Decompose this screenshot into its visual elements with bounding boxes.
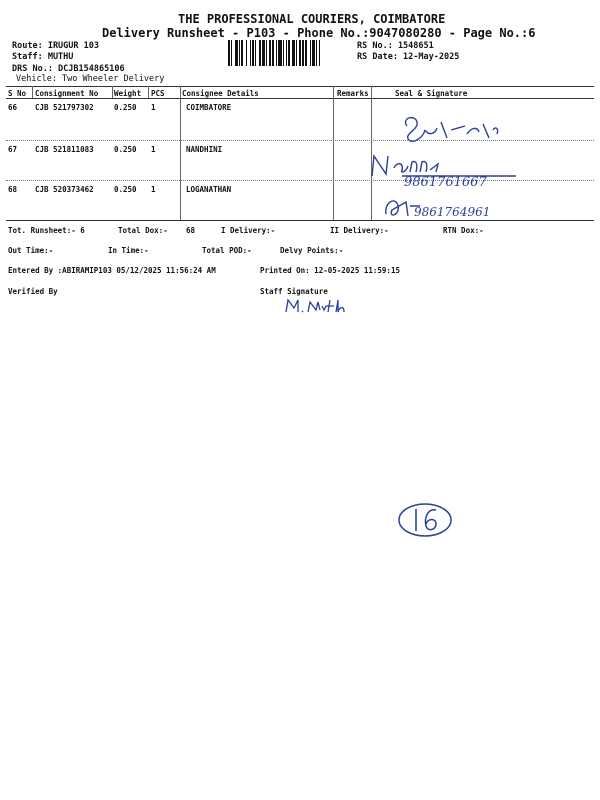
row-weight: 0.250: [114, 185, 137, 194]
table-top-rule: [6, 86, 594, 87]
barcode-bar: [320, 40, 322, 66]
company-title: THE PROFESSIONAL COURIERS, COIMBATORE: [178, 12, 446, 26]
staff-signature-label: Staff Signature: [260, 287, 328, 296]
col-header-sno: S No: [8, 89, 27, 98]
tot-runsheet: Tot. Runsheet:- 6: [8, 226, 85, 235]
total-dox: Total Dox:-: [118, 226, 168, 235]
row-divider: [6, 140, 594, 141]
row-consignee: NANDHINI: [186, 145, 223, 154]
row-consignment: CJB 521797302: [35, 103, 94, 112]
entered-by: Entered By :ABIRAMIP103 05/12/2025 11:56:24 AM: [8, 266, 216, 275]
col-sep: [32, 86, 33, 98]
delvy-points: Delvy Points:-: [280, 246, 344, 255]
out-time: Out Time:-: [8, 246, 54, 255]
col-sep: [333, 86, 334, 220]
in-time: In Time:-: [108, 246, 149, 255]
col-header-seal: Seal & Signature: [395, 89, 468, 98]
col-sep: [180, 86, 181, 220]
row-consignment: CJB 521811083: [35, 145, 94, 154]
route-label: Route: IRUGUR 103: [12, 41, 99, 51]
row-pcs: 1: [151, 185, 156, 194]
row-consignee: LOGANATHAN: [186, 185, 232, 194]
row-pcs: 1: [151, 145, 156, 154]
runsheet-title: Delivery Runsheet - P103 - Phone No.:9047080280 - Page No.:6: [102, 26, 536, 40]
row-pcs: 1: [151, 103, 156, 112]
svg-text:9861761667: 9861761667: [404, 175, 487, 190]
signature-row-2: [366, 150, 536, 190]
signature-row-1: [395, 112, 505, 152]
page-mark-circle: [396, 500, 454, 540]
staff-label: Staff: MUTHU: [12, 52, 74, 62]
ii-delivery: II Delivery:-: [330, 226, 389, 235]
rs-no-label: RS No.: 1548651: [357, 41, 434, 51]
row-sno: 68: [8, 185, 18, 194]
i-delivery: I Delivery:-: [221, 226, 276, 235]
printed-on: Printed On: 12-05-2025 11:59:15: [260, 266, 400, 275]
col-sep: [148, 86, 149, 98]
row-consignee: COIMBATORE: [186, 103, 232, 112]
row-consignment: CJB 520373462: [35, 185, 94, 194]
table-bottom-rule: [6, 220, 594, 221]
verified-by: Verified By: [8, 287, 58, 296]
staff-signature: [282, 296, 362, 316]
rtn-dox: RTN Dox:-: [443, 226, 484, 235]
col-header-pcs: PCS: [151, 89, 165, 98]
col-header-consignment: Consignment No: [35, 89, 99, 98]
row-weight: 0.250: [114, 145, 137, 154]
col-sep: [112, 86, 113, 98]
signature-row-3: [382, 192, 502, 224]
row-weight: 0.250: [114, 103, 137, 112]
total-pod: Total POD:-: [202, 246, 252, 255]
table-header-rule: [6, 98, 594, 99]
col-header-consignee: Consignee Details: [182, 89, 259, 98]
barcode: [228, 40, 351, 66]
row-sno: 66: [8, 103, 18, 112]
col-header-weight: Weight: [114, 89, 142, 98]
total-dox-value: 68: [186, 226, 196, 235]
col-header-remarks: Remarks: [337, 89, 369, 98]
vehicle-label: Vehicle: Two Wheeler Delivery: [16, 74, 165, 84]
row-sno: 67: [8, 145, 18, 154]
rs-date-label: RS Date: 12-May-2025: [357, 52, 460, 62]
svg-text:9861764961: 9861764961: [414, 205, 491, 219]
drs-label: DRS No.: DCJB154865106: [12, 64, 125, 74]
